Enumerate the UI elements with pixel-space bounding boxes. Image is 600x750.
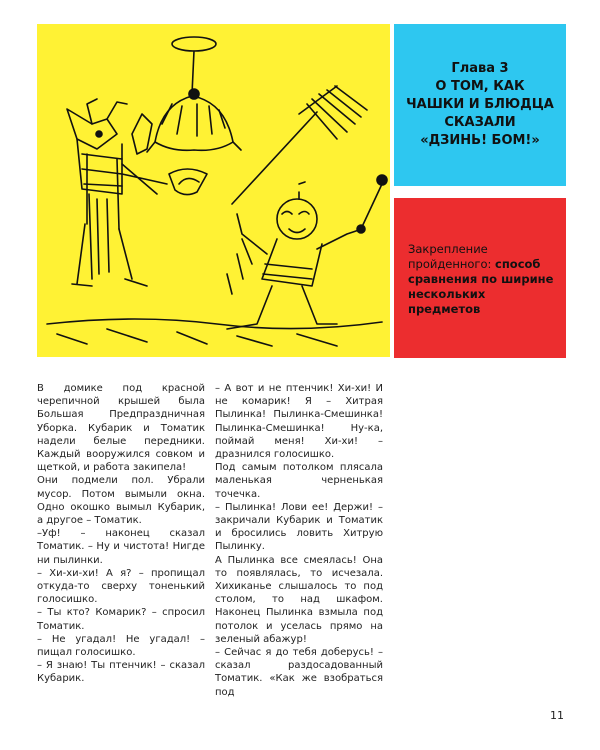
paragraph: – Ты кто? Комарик? – спросил Томатик. — [37, 607, 205, 632]
chapter-number: Глава 3 — [451, 61, 509, 76]
topic-lead: Закрепление пройденного: — [408, 242, 492, 271]
paragraph: – Не угадал! Не угадал! – пищал голосишко. — [37, 633, 205, 659]
chapter-title-box — [394, 24, 566, 186]
paragraph: Они подмели пол. Убрали мусор. Потом вымыли окна. Одно окошко вымыл Кубарик, а другое – Томатик. — [37, 475, 205, 527]
paragraph: Под самым потолком плясала маленькая черненькая точечка. — [215, 462, 383, 500]
paragraph: – Хи-хи-хи! А я? – пропищал откуда-то сверху тоненький голосишко. — [37, 567, 205, 606]
page-number: 11 — [550, 709, 564, 722]
paragraph: А Пылинка все смеялась! Она то появлялась, то исчезала. Хихиканье слышалось то под столом, то над шкафом. Наконец Пылинка взмыла под потолок и уселась прямо на зеленый абажур! — [215, 554, 383, 645]
text-column-left — [37, 382, 205, 686]
text-column-right — [215, 382, 383, 699]
topic-bold: способ сравнения по ширине нескольких предметов — [408, 257, 554, 316]
paragraph: –Уф! – наконец сказал Томатик. – Ну и чистота! Нигде ни пылинки. — [37, 528, 205, 566]
paragraph: – Сейчас я до тебя доберусь! – сказал раздосадованный Томатик. «Как же взобраться под — [215, 647, 383, 698]
paragraph: – Пылинка! Лови ее! Держи! – закричали Кубарик и Томатик и бросились ловить Хитрую Пылинку. — [215, 501, 383, 553]
paragraph: – Я знаю! Ты птенчик! – сказал Кубарик. — [37, 660, 205, 685]
illustration — [37, 24, 390, 357]
topic-box — [394, 198, 566, 358]
cartoon-drawing — [37, 24, 390, 357]
paragraph: – А вот и не птенчик! Хи-хи! И не комарик! Я – Хитрая Пылинка! Пылинка-Смешинка! Пылинка-Смешинка! Ну-ка, поймай меня! Хи-хи! – дразнился голосишко. — [215, 383, 383, 461]
chapter-title: О ТОМ, КАК ЧАШКИ И БЛЮДЦА СКАЗАЛИ «ДЗИНЬ! БОМ!» — [406, 79, 554, 148]
paragraph: В домике под красной черепичной крышей была Большая Предпраздничная Уборка. Кубарик и Томатик надели белые передники. Каждый вооружился совком и щеткой, и работа закипела! — [37, 383, 205, 474]
